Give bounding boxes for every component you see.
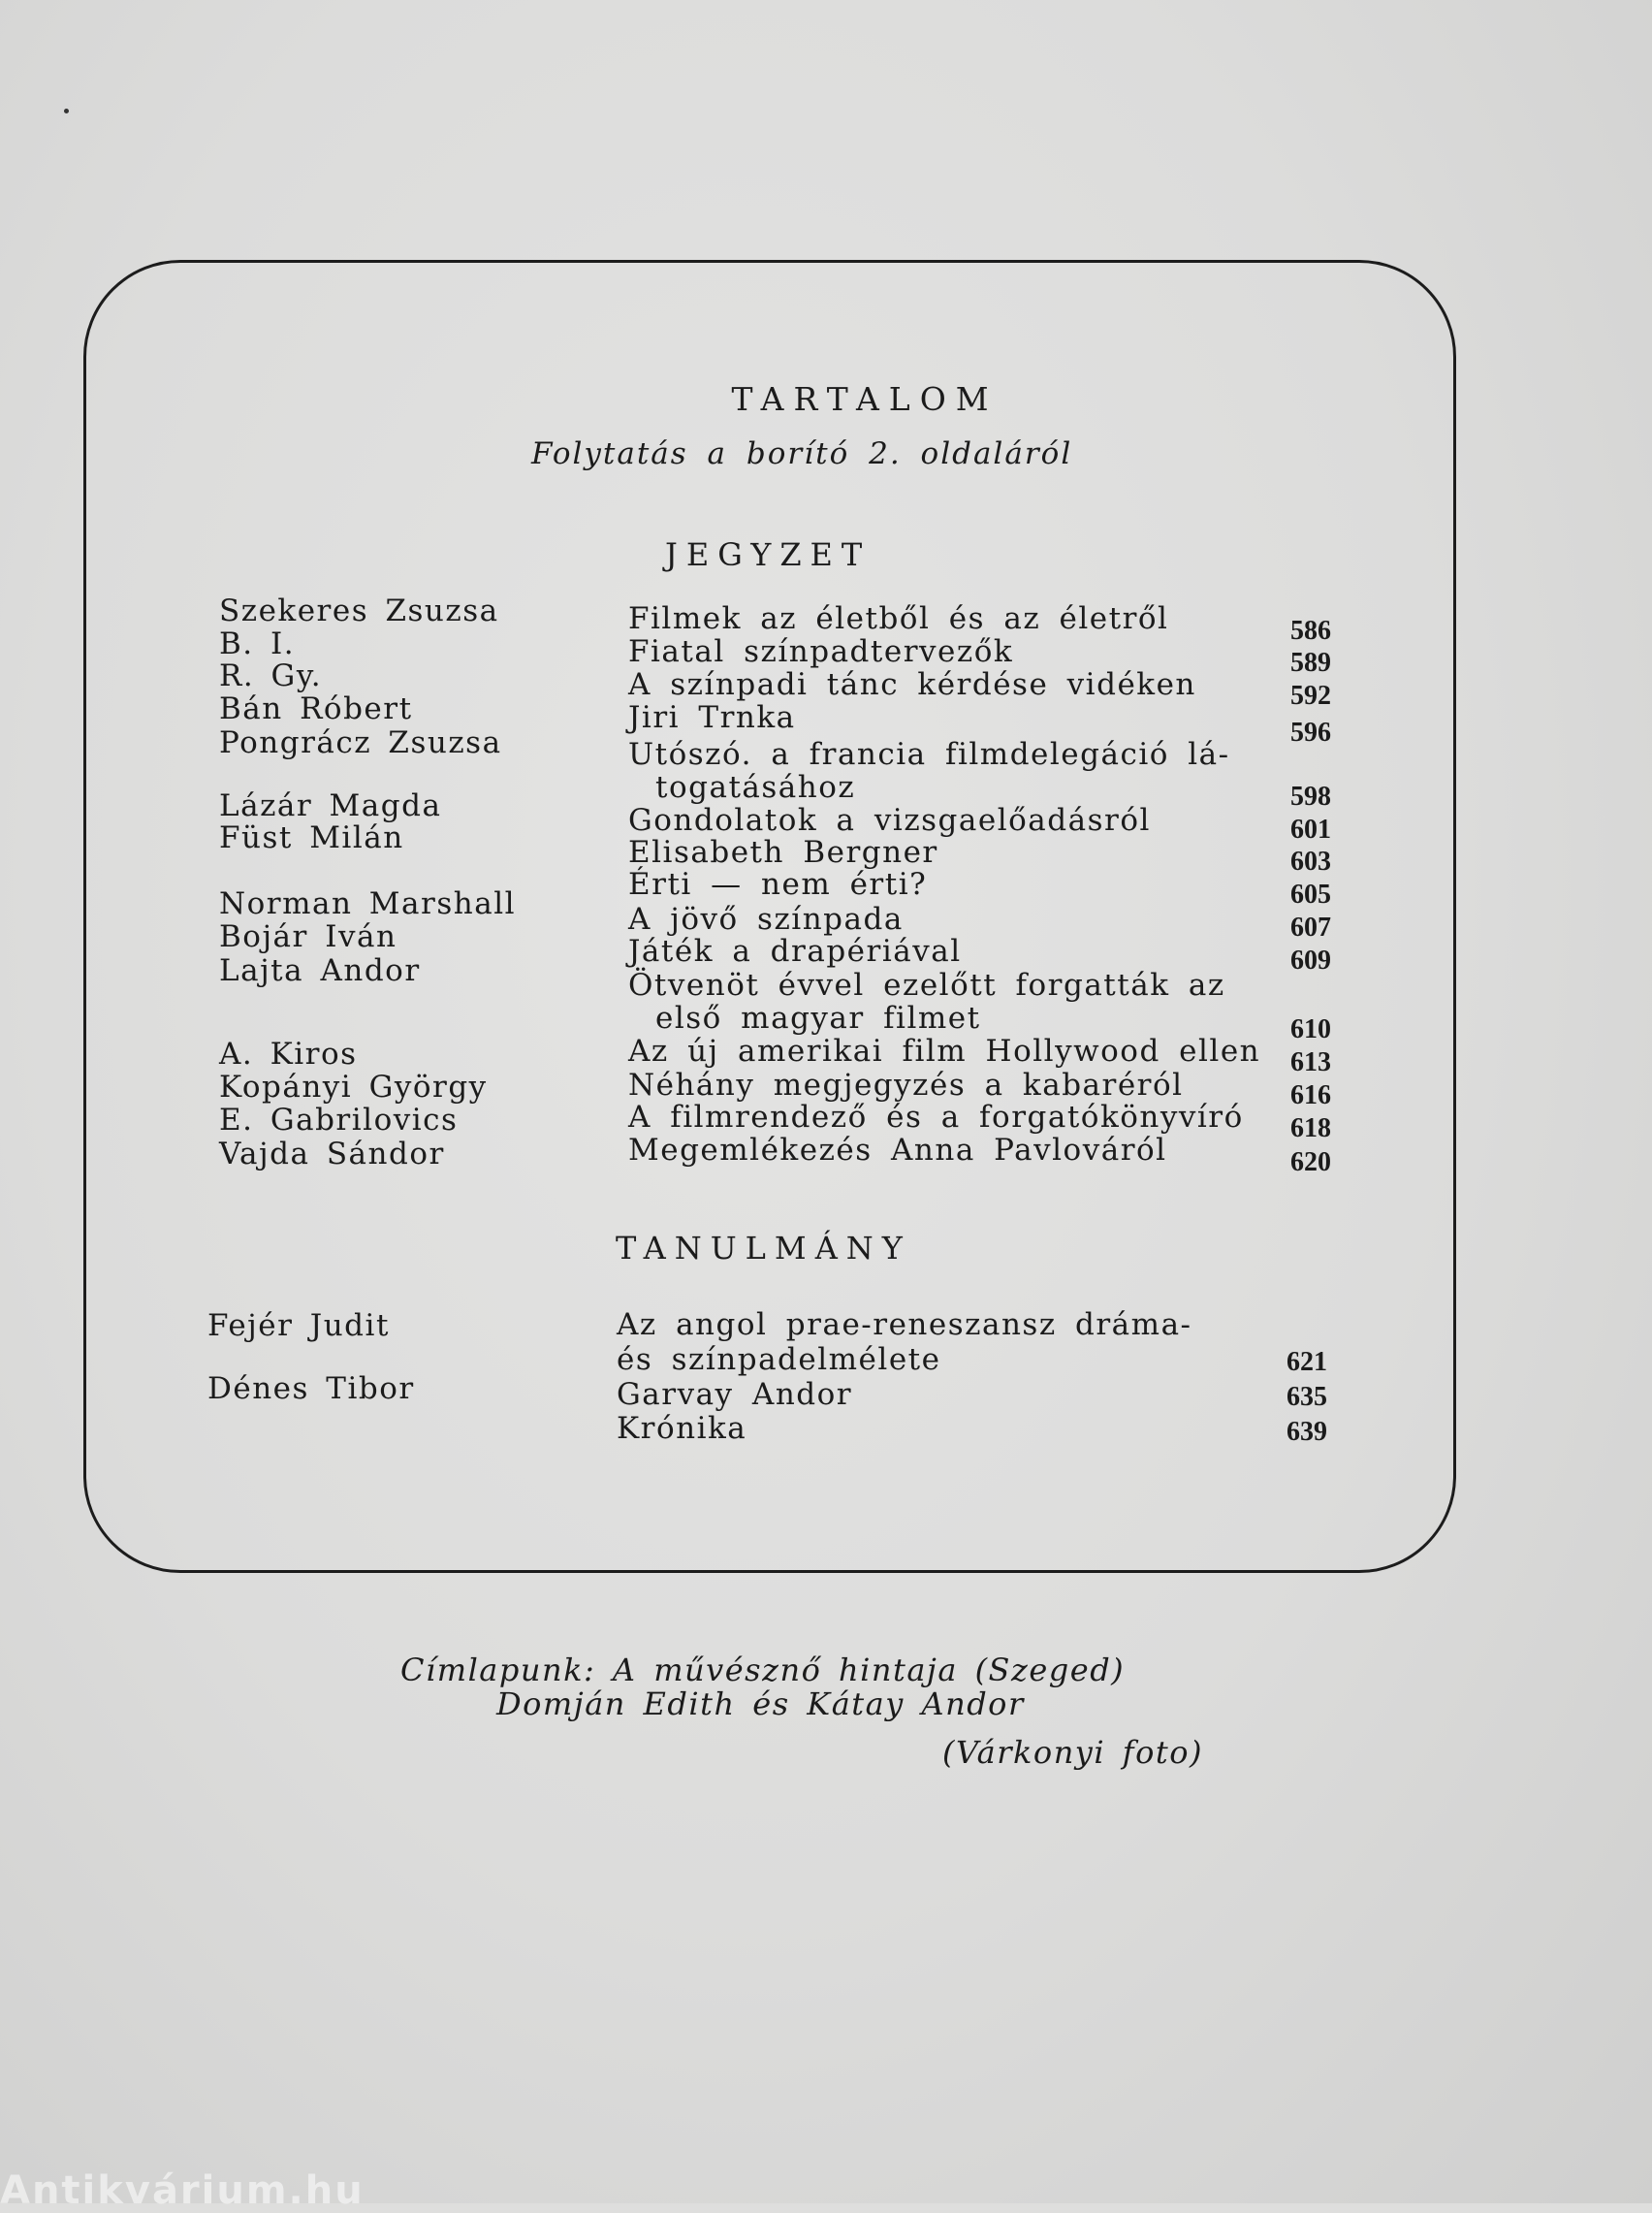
toc-entry-page-number: 598	[1290, 782, 1331, 812]
toc-entry-author: B. I.	[219, 626, 296, 661]
toc-entry-author: Vajda Sándor	[219, 1137, 445, 1171]
toc-entry-title: Utószó. a francia filmdelegáció lá-	[628, 737, 1230, 772]
toc-entry-page-number: 601	[1290, 815, 1331, 845]
watermark: Antikvárium.hu	[0, 2168, 365, 2213]
toc-entry-title: Néhány megjegyzés a kabaréról	[628, 1068, 1184, 1103]
toc-entry-page-number: 610	[1290, 1014, 1331, 1044]
toc-entry-author: Szekeres Zsuzsa	[219, 593, 499, 628]
toc-entry-page-number: 621	[1287, 1347, 1327, 1377]
toc-entry-title: Játék a drapériával	[628, 934, 962, 969]
toc-entry-title: A színpadi tánc kérdése vidéken	[628, 667, 1196, 702]
toc-entry-page-number: 635	[1287, 1382, 1327, 1412]
toc-entry-title: Az angol prae-reneszansz dráma-	[617, 1307, 1192, 1342]
toc-entry-title-continued: togatásához	[655, 770, 856, 805]
toc-entry-title-continued: és színpadelmélete	[617, 1342, 941, 1377]
toc-entry-page-number: 609	[1290, 946, 1331, 976]
toc-entry-title: Gondolatok a vizsgaelőadásról	[628, 803, 1151, 838]
toc-entry-author: Kopányi György	[219, 1070, 488, 1105]
section-heading-tanulmany: TANULMÁNY	[616, 1230, 911, 1267]
toc-entry-page-number: 613	[1290, 1047, 1331, 1077]
toc-entry-title: Filmek az életből és az életről	[628, 601, 1169, 636]
toc-entry-page-number: 586	[1290, 616, 1331, 646]
toc-entry-title: A jövő színpada	[628, 902, 904, 937]
toc-entry-title: Megemlékezés Anna Pavlováról	[628, 1133, 1167, 1168]
toc-entry-page-number: 603	[1290, 847, 1331, 877]
toc-entry-author: Lajta Andor	[219, 953, 421, 988]
toc-entry-page-number: 620	[1290, 1147, 1331, 1177]
toc-entry-page-number: 607	[1290, 913, 1331, 943]
toc-entry-author: Norman Marshall	[219, 886, 517, 921]
toc-entry-page-number: 616	[1290, 1080, 1331, 1110]
toc-entry-author: A. Kiros	[219, 1037, 358, 1072]
toc-entry-page-number: 618	[1290, 1113, 1331, 1143]
cover-caption: Címlapunk: A művésznő hintaja (Szeged)	[400, 1652, 1126, 1688]
photo-credit: (Várkonyi foto)	[942, 1734, 1203, 1771]
toc-entry-page-number: 596	[1290, 718, 1331, 748]
toc-entry-page-number: 589	[1290, 648, 1331, 678]
toc-entry-author: Dénes Tibor	[207, 1371, 415, 1406]
toc-entry-author: Bán Róbert	[219, 691, 413, 726]
toc-entry-title: Krónika	[617, 1411, 747, 1446]
toc-entry-title: Garvay Andor	[617, 1377, 853, 1412]
section-heading-jegyzet: JEGYZET	[665, 536, 872, 573]
toc-entry-author: E. Gabrilovics	[219, 1103, 459, 1138]
toc-entry-title: Az új amerikai film Hollywood ellen	[628, 1034, 1261, 1069]
toc-entry-author: Fejér Judit	[207, 1308, 390, 1343]
toc-entry-page-number: 639	[1287, 1417, 1327, 1447]
toc-entry-title: Érti — nem érti?	[628, 867, 928, 902]
toc-entry-author: Pongrácz Zsuzsa	[219, 725, 502, 760]
toc-entry-title: Fiatal színpadtervezők	[628, 634, 1014, 669]
page-subtitle: Folytatás a borító 2. oldaláról	[531, 436, 1073, 471]
toc-entry-author: Bojár Iván	[219, 919, 397, 954]
toc-entry-author: Lázár Magda	[219, 788, 442, 823]
page-title: TARTALOM	[731, 380, 999, 418]
toc-entry-page-number: 592	[1290, 681, 1331, 711]
toc-entry-author: Füst Milán	[219, 820, 404, 855]
toc-entry-title: Elisabeth Bergner	[628, 835, 938, 870]
toc-entry-author: R. Gy.	[219, 658, 323, 693]
toc-entry-page-number: 605	[1290, 880, 1331, 910]
toc-entry-title: Ötvenöt évvel ezelőtt forgatták az	[628, 968, 1225, 1003]
dust-speck	[64, 109, 69, 113]
toc-entry-title: A filmrendező és a forgatókönyvíró	[628, 1100, 1244, 1135]
cover-caption-names: Domján Edith és Kátay Andor	[496, 1685, 1025, 1722]
toc-entry-title: Jiri Trnka	[628, 700, 796, 735]
toc-entry-title-continued: első magyar filmet	[655, 1001, 981, 1036]
